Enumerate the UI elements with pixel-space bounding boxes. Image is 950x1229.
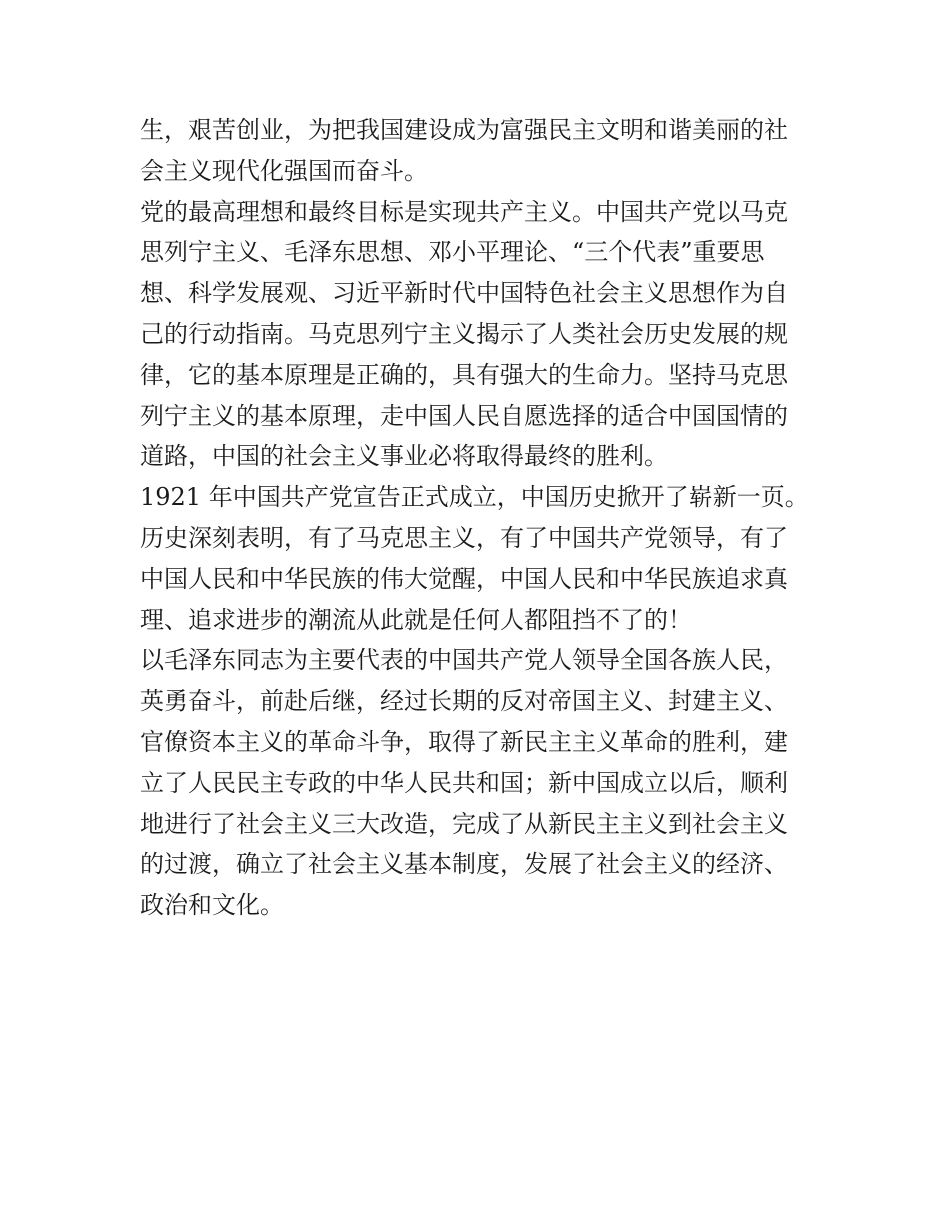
paragraph-2 (140, 192, 820, 478)
text-line: 列宁主义的基本原理，走中国人民自愿选择的适合中国国情的 (140, 401, 788, 430)
text-line: 道路，中国的社会主义事业必将取得最终的胜利。 (140, 442, 668, 471)
text-line: 想、科学发展观、习近平新时代中国特色社会主义思想作为自 (140, 279, 788, 308)
text-line: 1921 年中国共产党宣告正式成立，中国历史掀开了崭新一页。 (140, 483, 809, 512)
document-page (140, 110, 820, 926)
text-line: 政治和文化。 (140, 891, 284, 920)
text-line: 英勇奋斗，前赴后继，经过长期的反对帝国主义、封建主义、 (140, 687, 788, 716)
text-line: 的过渡，确立了社会主义基本制度，发展了社会主义的经济、 (140, 850, 788, 879)
text-line: 立了人民民主专政的中华人民共和国；新中国成立以后，顺利 (140, 768, 788, 797)
paragraph-4 (140, 640, 820, 926)
paragraph-3 (140, 477, 820, 640)
text-line: 思列宁主义、毛泽东思想、邓小平理论、“三个代表”重要思 (140, 238, 765, 267)
text-line: 地进行了社会主义三大改造，完成了从新民主主义到社会主义 (140, 809, 788, 838)
text-line: 会主义现代化强国而奋斗。 (140, 156, 428, 185)
text-line: 己的行动指南。马克思列宁主义揭示了人类社会历史发展的规 (140, 319, 788, 348)
text-line: 官僚资本主义的革命斗争，取得了新民主主义革命的胜利，建 (140, 727, 788, 756)
text-line: 中国人民和中华民族的伟大觉醒，中国人民和中华民族追求真 (140, 564, 788, 593)
text-line: 律，它的基本原理是正确的，具有强大的生命力。坚持马克思 (140, 360, 788, 389)
text-line: 历史深刻表明，有了马克思主义，有了中国共产党领导，有了 (140, 523, 788, 552)
paragraph-1 (140, 110, 820, 192)
text-line: 以毛泽东同志为主要代表的中国共产党人领导全国各族人民， (140, 646, 788, 675)
text-line: 党的最高理想和最终目标是实现共产主义。中国共产党以马克 (140, 197, 788, 226)
text-line: 理、追求进步的潮流从此就是任何人都阻挡不了的！ (140, 605, 692, 634)
text-line: 生，艰苦创业，为把我国建设成为富强民主文明和谐美丽的社 (140, 116, 788, 144)
